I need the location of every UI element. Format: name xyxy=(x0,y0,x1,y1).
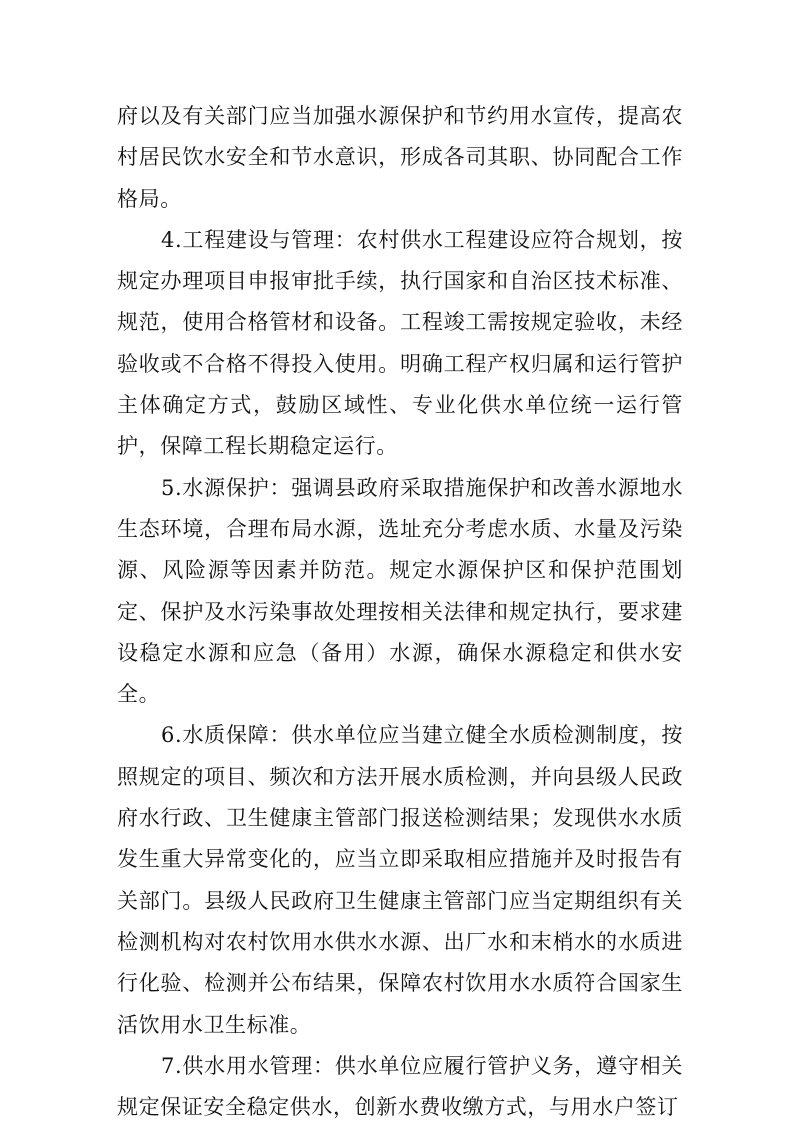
paragraph-water-quality: 6.水质保障：供水单位应当建立健全水质检测制度，按照规定的项目、频次和方法开展水质检测，并向县级人民政府水行政、卫生健康主管部门报送检测结果；发现供水水质发生重大异常变化的，应当立即采取相应措施并及时报告有关部门。县级人民政府卫生健康主管部门应当定期组织有关检测机构对农村饮用水供水水源、出厂水和末梢水的水质进行化验、检测并公布结果，保障农村饮用水水质符合国家生活饮用水卫生标准。 xyxy=(117,723,683,1037)
paragraph-water-source: 5.水源保护：强调县政府采取措施保护和改善水源地水生态环境，合理布局水源，选址充分考虑水质、水量及污染源、风险源等因素并防范。规定水源保护区和保护范围划定、保护及水污染事故处理按相关法律和规定执行，要求建设稳定水源和应急（备用）水源，确保水源稳定和供水安全。 xyxy=(117,475,683,707)
document-body xyxy=(117,96,683,1128)
paragraph-1: 府以及有关部门应当加强水源保护和节约用水宣传，提高农村居民饮水安全和节水意识，形成各司其职、协同配合工作格局。 xyxy=(117,104,683,211)
paragraph-engineering: 4.工程建设与管理：农村供水工程建设应符合规划，按规定办理项目申报审批手续，执行国家和自治区技术标准、规范，使用合格管材和设备。工程竣工需按规定验收，未经验收或不合格不得投入使用。明确工程产权归属和运行管护主体确定方式，鼓励区域性、专业化供水单位统一运行管护，保障工程长期稳定运行。 xyxy=(117,227,683,459)
paragraph-supply-management: 7.供水用水管理：供水单位应履行管护义务，遵守相关规定保证安全稳定供水，创新水费收缴方式，与用水户签订 xyxy=(117,1053,683,1120)
